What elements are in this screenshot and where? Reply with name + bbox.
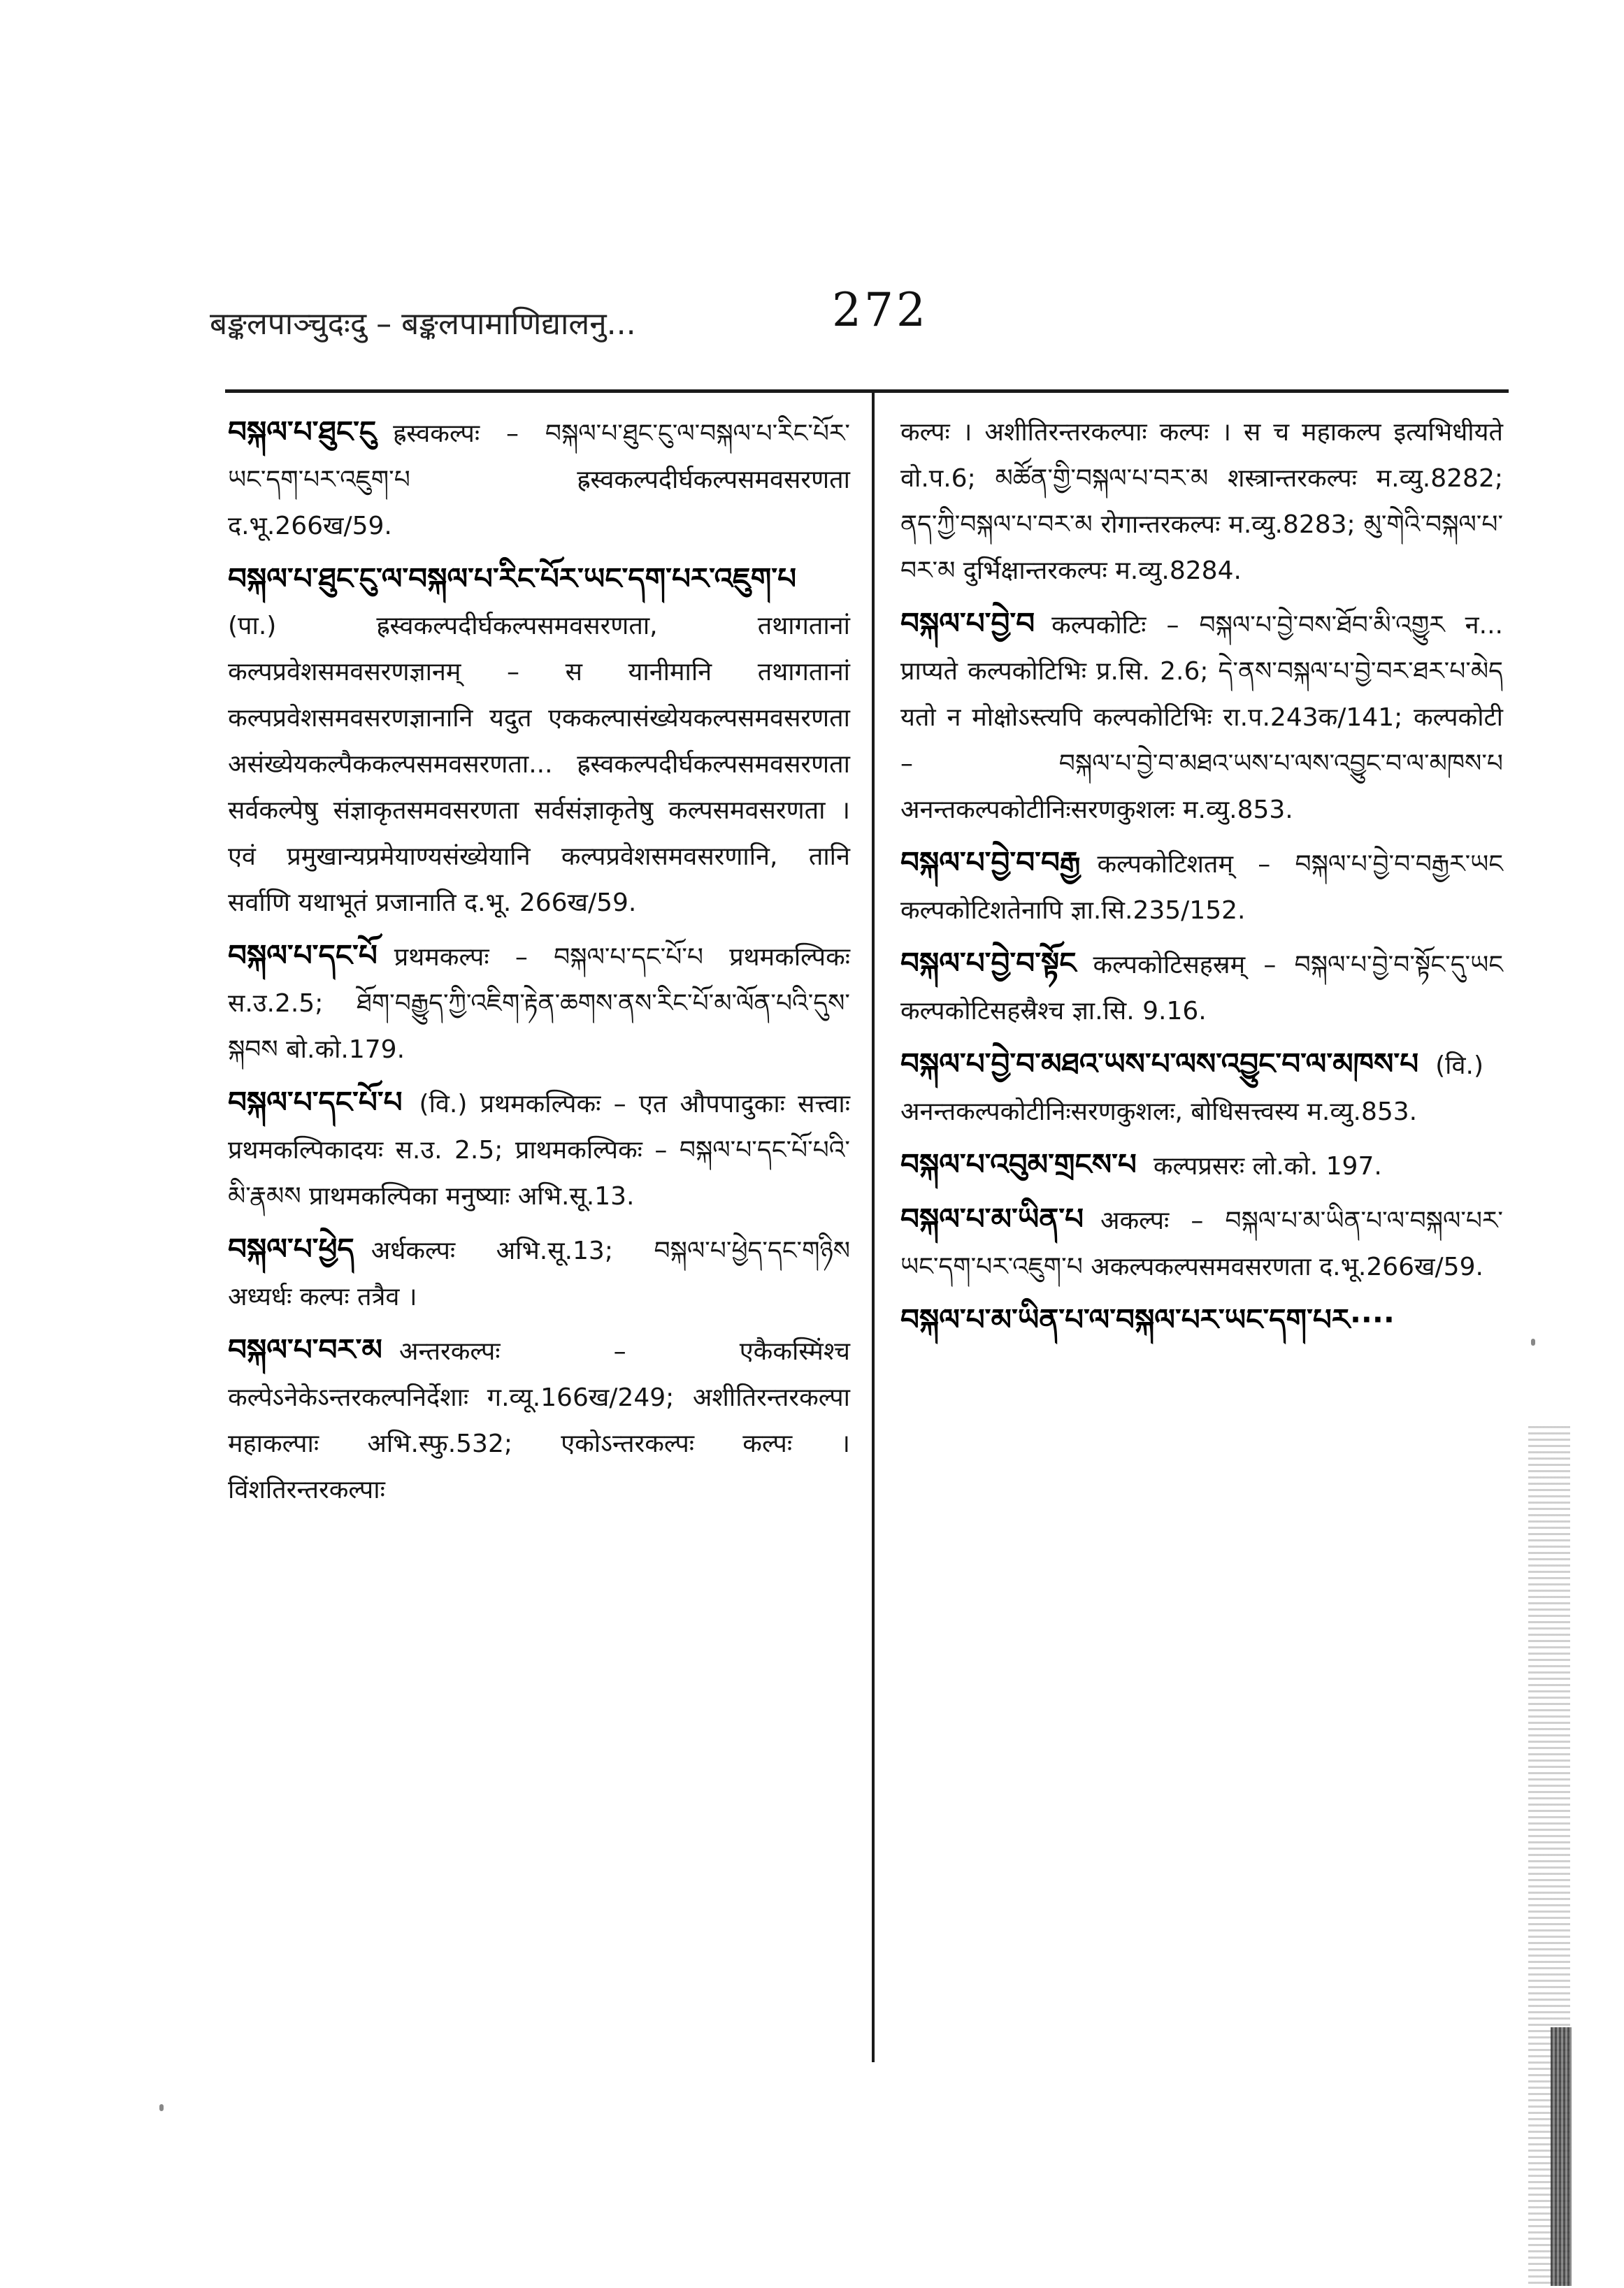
- entry-text: (वि.) अनन्तकल्पकोटीनिःसरणकुशलः, बोधिसत्त्वस्य म.व्यु.853.: [900, 1051, 1484, 1126]
- entry-headword: བསྐལ་པ་བར་མ: [228, 1332, 382, 1367]
- page-number: 272: [832, 283, 928, 337]
- right-column: [900, 409, 1503, 1351]
- dictionary-entry: [900, 940, 1503, 1034]
- entry-headword: བསྐལ་པ་ཐུང་ངུ་ལ་བསྐལ་པ་རིང་པོར་ཡང་དག་པར་འཇུག་པ: [228, 561, 797, 596]
- entry-headword: བསྐལ་པ་དང་པོ་པ: [228, 1085, 403, 1119]
- entry-text: ह्रस्वकल्पः – བསྐལ་པ་ཐུང་ངུ་ལ་བསྐལ་པ་རིང་པོར་ཡང་དག་པར་འཇུག་པ ह्रस्वकल्पदीर्घकल्पसमवसरणता द.भू.266ख/59.: [228, 419, 850, 540]
- dictionary-entry: [900, 600, 1503, 833]
- dictionary-entry: [900, 1041, 1503, 1135]
- entry-headword: བསྐལ་པ་བྱེ་བ་སྟོང: [900, 946, 1077, 980]
- page-header: [210, 283, 1510, 360]
- entry-text: कल्पकोटिः – བསྐལ་པ་བྱེ་བས་ཐོབ་མི་འགྱུར न... प्राप्यते कल्पकोटिभिः प्र.सि. 2.6; དེ་ནས་བསྐལ་པ་བྱེ་བར་ཐར་པ་མེད यतो न मोक्षोऽस्त्यपि कल्पकोटिभिः रा.प.243क/141; कल्पकोटी – བསྐལ་པ་བྱེ་བ་མཐའ་ཡས་པ་ལས་འབྱུང་བ་ལ་མཁས་པ अनन्तकल्पकोटीनिःसरणकुशलः म.व्यु.853.: [900, 611, 1503, 824]
- dictionary-entry: [228, 556, 850, 926]
- header-rule: [225, 389, 1509, 393]
- entry-headword: བསྐལ་པ་དང་པོ: [228, 938, 378, 972]
- entry-text: अकल्पः – བསྐལ་པ་མ་ཡིན་པ་ལ་བསྐལ་པར་ཡང་དག་པར་འཇུག་པ अकल्पकल्पसमवसरणता द.भू.266ख/59.: [900, 1207, 1503, 1281]
- dictionary-entry: [900, 840, 1503, 933]
- entry-text: अर्धकल्पः अभि.सू.13; བསྐལ་པ་ཕྱེད་དང་གཉིས अध्यर्धः कल्पः तत्रैव ।: [228, 1237, 850, 1311]
- dictionary-entry: [228, 1226, 850, 1320]
- scan-edge-shadow: [1551, 2027, 1572, 2286]
- scan-speck: [1531, 1339, 1535, 1346]
- left-column: [228, 409, 850, 1520]
- entry-headword: བསྐལ་པ་མ་ཡིན་པ: [900, 1202, 1084, 1236]
- entry-text: कल्पप्रसरः लो.को. 197.: [1153, 1152, 1382, 1181]
- entry-text: (पा.) ह्रस्वकल्पदीर्घकल्पसमवसरणता, तथागतानां कल्पप्रवेशसमवसरणज्ञानम् – स यानीमानि तथागतानां कल्पप्रवेशसमवसरणज्ञानानि यदुत एककल्पासंख्येयकल्पसमवसरणता असंख्येयकल्पैककल्पसमवसरणता... ह्रस्वकल्पदीर्घकल्पसमवसरणता सर्वकल्पेषु संज्ञाकृतसमवसरणता सर्वसंज्ञाकृतेषु कल्पसमवसरणता । एवं प्रमुखान्यप्रमेयाण्यसंख्येयानि कल्पप्रवेशसमवसरणानि, तानि सर्वाणि यथाभूतं प्रजानाति द.भू. 266ख/59.: [228, 612, 850, 917]
- entry-headword: བསྐལ་པ་འབུམ་གྲངས་པ: [900, 1147, 1137, 1181]
- entry-text: कल्पकोटिशतम् – བསྐལ་པ་བྱེ་བ་བརྒྱར་ཡང कल्पकोटिशतेनापि ज्ञा.सि.235/152.: [900, 850, 1503, 925]
- running-head: बङ्कलपाञ्चुदःदु – बङ्कलपामाणिद्यालनु...: [210, 306, 636, 342]
- dictionary-entry: [900, 1196, 1503, 1290]
- entry-headword: བསྐལ་པ་ཐུང་ངུ: [228, 415, 377, 449]
- scan-speck: [159, 2104, 164, 2111]
- entry-text: अन्तरकल्पः – एकैकस्मिंश्च कल्पेऽनेकेऽन्तरकल्पनिर्देशाः ग.व्यू.166ख/249; अशीतिरन्तरकल्पा महाकल्पाः अभि.स्फु.532; एकोऽन्तरकल्पः कल्पः । विंशतिरन्तरकल्पाः: [228, 1337, 850, 1504]
- dictionary-entry: [900, 1142, 1503, 1189]
- entry-headword: བསྐལ་པ་མ་ཡིན་པ་ལ་བསྐལ་པར་ཡང་དག་པར····: [900, 1302, 1395, 1337]
- entry-text: (वि.) प्रथमकल्पिकः – एत औपपादुकाः सत्त्वाः प्रथमकल्पिकादयः स.उ. 2.5; प्राथमकल्पिकः – བསྐལ་པ་དང་པོ་པའི་མི་རྣམས प्राथमकल्पिका मनुष्याः अभि.सू.13.: [228, 1090, 850, 1211]
- dictionary-entry: [228, 1327, 850, 1513]
- dictionary-entry: [228, 409, 850, 549]
- entry-headword: བསྐལ་པ་བྱེ་བ་མཐའ་ཡས་པ་ལས་འབྱུང་བ་ལ་མཁས་པ: [900, 1046, 1419, 1081]
- dictionary-entry: [228, 933, 850, 1072]
- entry-text: कल्पकोटिसहस्रम् – བསྐལ་པ་བྱེ་བ་སྟོང་དུ་ཡང कल्पकोटिसहस्रैश्च ज्ञा.सि. 9.16.: [900, 951, 1503, 1026]
- dictionary-entry-truncated: [900, 1297, 1503, 1344]
- dictionary-entry: [228, 1079, 850, 1219]
- entry-headword: བསྐལ་པ་ཕྱེད: [228, 1232, 354, 1266]
- entry-headword: བསྐལ་པ་བྱེ་བ: [900, 606, 1035, 640]
- entry-headword: བསྐལ་པ་བྱེ་བ་བརྒྱ: [900, 845, 1081, 879]
- dictionary-entry-continued: [900, 409, 1503, 593]
- entry-text: प्रथमकल्पः – བསྐལ་པ་དང་པོ་པ प्रथमकल्पिकः स.उ.2.5; ཐོག་བརྒྱུད་ཀྱི་འཇིག་རྟེན་ཆགས་ནས་རིང་པོ་མ་ལོན་པའི་དུས་སྐབས बो.को.179.: [228, 943, 850, 1064]
- column-divider: [872, 391, 875, 2062]
- entry-text: कल्पः । अशीतिरन्तरकल्पाः कल्पः । स च महाकल्प इत्यभिधीयते वो.प.6; མཚོན་གྱི་བསྐལ་པ་བར་མ शस्त्रान्तरकल्पः म.व्यु.8282; ནད་ཀྱི་བསྐལ་པ་བར་མ रोगान्तरकल्पः म.व्यु.8283; མུ་གེའི་བསྐལ་པ་བར་མ दुर्भिक्षान्तरकल्पः म.व्यु.8284.: [900, 418, 1503, 585]
